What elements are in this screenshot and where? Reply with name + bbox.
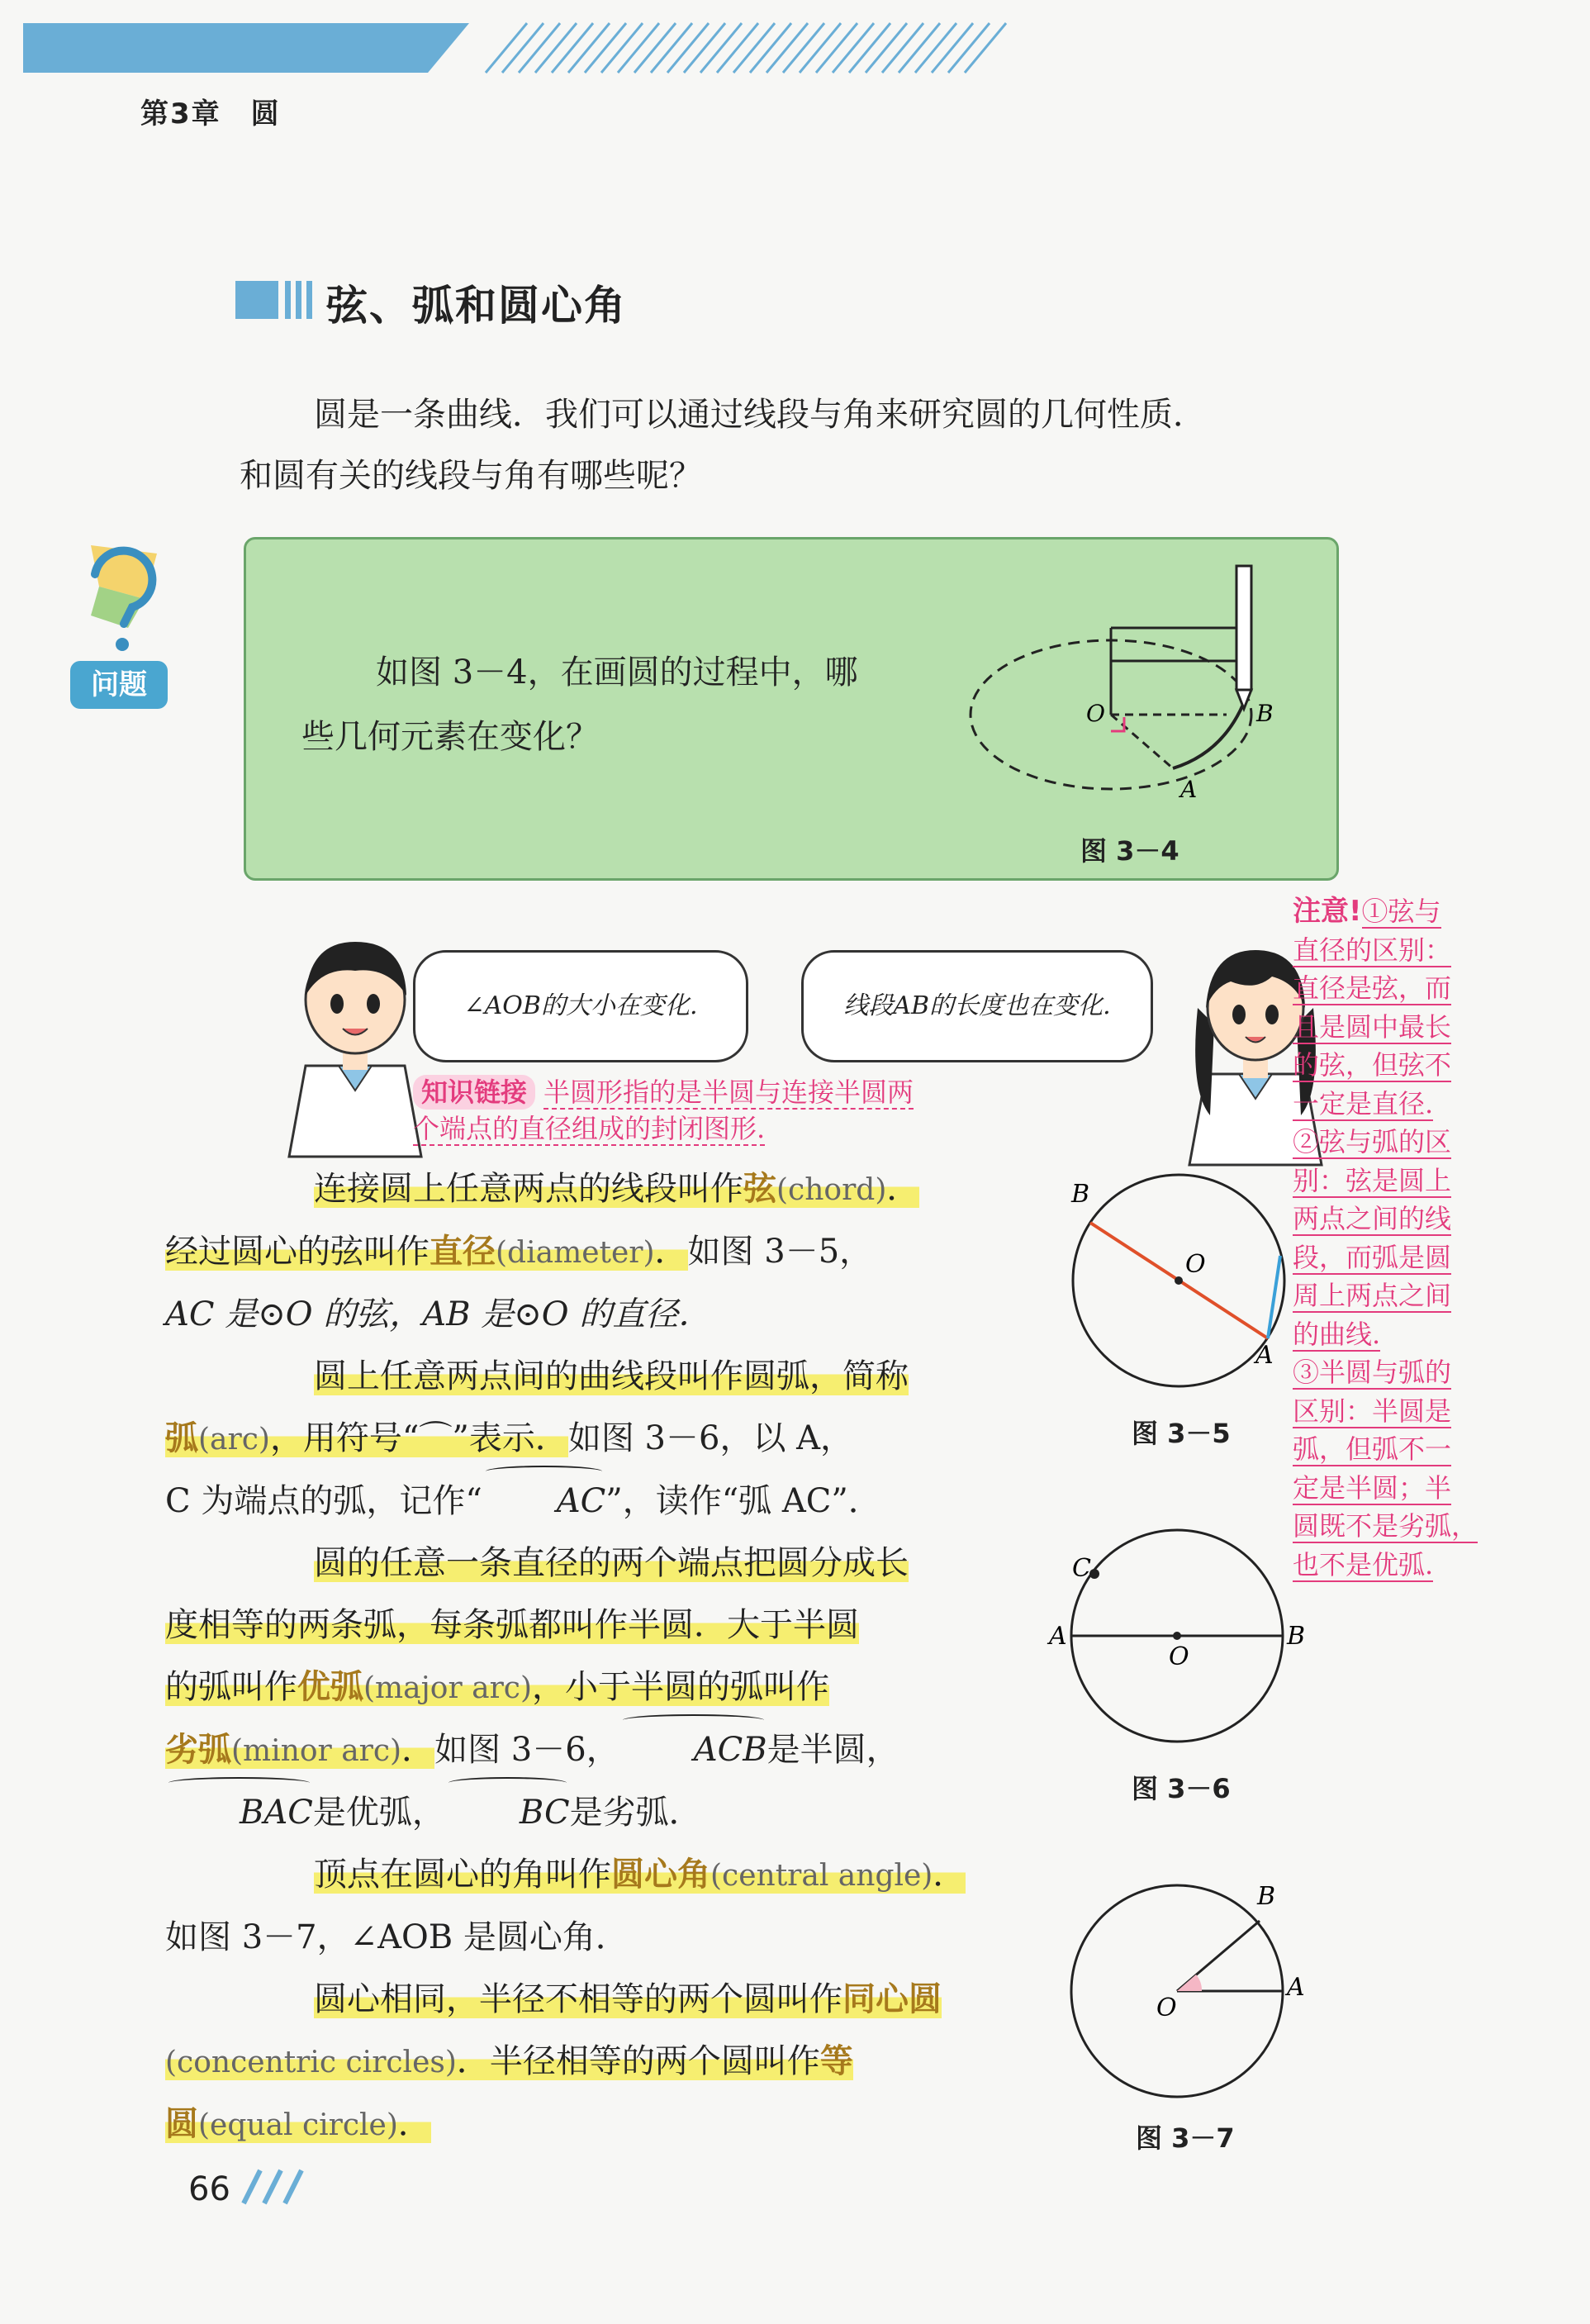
fig34-label-b: B	[1256, 700, 1274, 727]
text-run: 如图 3－6，以 A，	[567, 1419, 854, 1457]
text-run: ，小于半圆的弧叫作	[532, 1668, 830, 1706]
term-en: (central angle)	[710, 1859, 933, 1893]
text-run: 圆心相同，半径不相等的两个圆叫作	[314, 1980, 842, 2018]
figure-caption: 图 3－6	[1132, 1773, 1231, 1804]
note-line: 两点之间的线	[1293, 1203, 1452, 1234]
question-text	[301, 640, 962, 769]
note-line: 圆既不是劣弧，	[1293, 1510, 1478, 1542]
note-line: ①弦与	[1361, 896, 1441, 927]
term-concentric: 同心圆	[842, 1980, 942, 2018]
note-line: 段，而弧是圆	[1293, 1241, 1452, 1273]
paragraph-semicircle	[165, 1533, 1032, 1844]
note-line: ③半圆与弧的	[1293, 1357, 1452, 1388]
term-en: (concentric circles)	[165, 2046, 457, 2079]
term-minor-arc: 劣弧	[165, 1731, 231, 1769]
term-equal: 圆	[165, 2105, 198, 2143]
question-line: 如图 3－4，在画圆的过程中，哪	[376, 653, 858, 691]
section-marker-icon	[235, 281, 314, 319]
figure-3-5	[1061, 1157, 1309, 1404]
text-run: 如图 3－6，	[434, 1731, 619, 1769]
fig36-label-b: B	[1287, 1622, 1306, 1651]
term-arc: 弧	[165, 1419, 198, 1457]
note-line: 别：弦是圆上	[1293, 1164, 1452, 1196]
paragraph-central-angle	[165, 1844, 1032, 1969]
note-line: 一定是直径.	[1293, 1087, 1434, 1119]
figure-3-4	[962, 562, 1309, 810]
note-line: 且是圆中最长	[1293, 1010, 1452, 1043]
page-slash-decoration	[240, 2170, 314, 2203]
text-run: ．	[933, 1856, 966, 1894]
text-run: 圆的任意一条直径的两个端点把圆分成长	[314, 1544, 909, 1582]
arc-notation: ACB	[619, 1719, 767, 1781]
note-line: 的曲线.	[1293, 1318, 1381, 1350]
term-chord: 弦	[743, 1170, 776, 1208]
fig34-label-a: A	[1180, 776, 1198, 803]
figure-caption: 图 3－7	[1136, 2122, 1235, 2154]
fig35-label-o: O	[1185, 1250, 1206, 1279]
text-run: 连接圆上任意两点的线段叫作	[314, 1170, 743, 1208]
main-text	[165, 1158, 1032, 2156]
text-run: ．	[397, 2105, 431, 2143]
note-line: 区别：半圆是	[1293, 1395, 1452, 1427]
figure-3-7	[1049, 1867, 1305, 2115]
fig36-label-o: O	[1169, 1642, 1189, 1671]
intro-line: 圆是一条曲线．我们可以通过线段与角来研究圆的几何性质．	[314, 396, 1206, 434]
text-run: ，用符号“⌒”表示．	[269, 1419, 568, 1457]
term-en: (minor arc)	[231, 1734, 402, 1768]
text-run: 如图 3－7，∠AOB 是圆心角．	[165, 1918, 629, 1956]
arc-notation: BAC	[165, 1782, 313, 1844]
text-run: ．	[401, 1731, 435, 1769]
fig37-label-o: O	[1156, 1994, 1177, 2022]
fig35-label-b: B	[1071, 1180, 1090, 1209]
text-run: 是优弧，	[312, 1794, 445, 1832]
text-run: C 为端点的弧，记作“	[165, 1482, 482, 1520]
question-badge: 问题	[70, 661, 168, 709]
fig37-label-a: A	[1287, 1973, 1305, 2002]
term-en: (equal circle)	[198, 2108, 398, 2142]
text-run: 经过圆心的弦叫作	[165, 1233, 430, 1271]
term-central-angle: 圆心角	[611, 1856, 710, 1894]
text-run: 圆上任意两点间的曲线段叫作圆弧，简称	[314, 1357, 909, 1395]
term-en: (arc)	[198, 1423, 270, 1457]
term-equal: 等	[819, 2042, 853, 2080]
note-line: 定是半圆；半	[1293, 1471, 1452, 1504]
text-run: 顶点在圆心的角叫作	[314, 1856, 611, 1894]
section-title: 弦、弧和圆心角	[326, 282, 627, 330]
note-line: 周上两点之间	[1293, 1280, 1452, 1311]
figure-caption: 图 3－4	[1080, 835, 1179, 867]
text-run: 是劣弧．	[569, 1794, 702, 1832]
figure-caption: 图 3－5	[1132, 1418, 1231, 1449]
text-run: 的弧叫作	[165, 1668, 297, 1706]
note-line: 也不是优弧.	[1293, 1548, 1434, 1580]
text-run: ．半径相等的两个圆叫作	[456, 2042, 820, 2080]
text-run: AC 是⊙O 的弦，AB 是⊙O 的直径．	[165, 1295, 712, 1333]
note-line: 直径的区别：	[1293, 934, 1452, 966]
fig36-label-a: A	[1049, 1622, 1067, 1651]
arc-notation: AC	[482, 1471, 606, 1533]
text-run: ．	[886, 1170, 920, 1208]
fig35-label-a: A	[1255, 1341, 1274, 1370]
fig36-label-c: C	[1072, 1554, 1091, 1583]
question-mark-icon	[66, 537, 173, 661]
text-run: 度相等的两条弧，每条弧都叫作半圆．大于半圆	[165, 1606, 859, 1644]
fig34-label-o: O	[1086, 700, 1105, 727]
knowledge-link-text: 半圆形指的是半圆与连接半圆两	[543, 1076, 914, 1108]
header-banner	[23, 23, 1014, 73]
speech-bubble-girl: 线段AB的长度也在变化.	[801, 950, 1153, 1062]
arc-notation: BC	[445, 1782, 570, 1844]
knowledge-link-tag: 知识链接	[413, 1075, 535, 1110]
term-major-arc: 优弧	[297, 1668, 363, 1706]
paragraph-concentric	[165, 1969, 1032, 2156]
question-line: 些几何元素在变化？	[301, 718, 599, 756]
knowledge-link-text: 个端点的直径组成的封闭图形.	[413, 1113, 766, 1144]
text-run: 如图 3－5，	[687, 1233, 873, 1271]
note-line: 的弦，但弦不	[1293, 1049, 1452, 1081]
paragraph-arc	[165, 1346, 1032, 1533]
note-line: 直径是弦，而	[1293, 972, 1452, 1004]
term-en: (major arc)	[363, 1671, 533, 1705]
note-title: 注意!	[1293, 895, 1362, 928]
note-line: 弧，但弧不一	[1293, 1433, 1452, 1465]
text-run: ．	[654, 1233, 688, 1271]
text-run: 是半圆，	[767, 1731, 899, 1769]
note-line: ②弦与弧的区	[1293, 1126, 1452, 1157]
knowledge-link	[413, 1074, 1099, 1147]
note-sidebar	[1293, 892, 1491, 1584]
term-en: (chord)	[776, 1173, 887, 1207]
paragraph-chord	[165, 1158, 1032, 1346]
speech-bubble-boy: ∠AOB的大小在变化.	[413, 950, 748, 1062]
term-en: (diameter)	[496, 1236, 655, 1270]
fig37-label-b: B	[1257, 1882, 1276, 1911]
term-diameter: 直径	[430, 1233, 496, 1271]
figure-3-6	[1049, 1512, 1306, 1760]
chapter-label: 第3章 圆	[140, 97, 281, 131]
page-number: 66	[188, 2170, 230, 2208]
text-run: ”，读作“弧 AC”．	[605, 1482, 881, 1520]
intro-line: 和圆有关的线段与角有哪些呢？	[240, 457, 702, 495]
intro-paragraph	[240, 384, 1346, 506]
